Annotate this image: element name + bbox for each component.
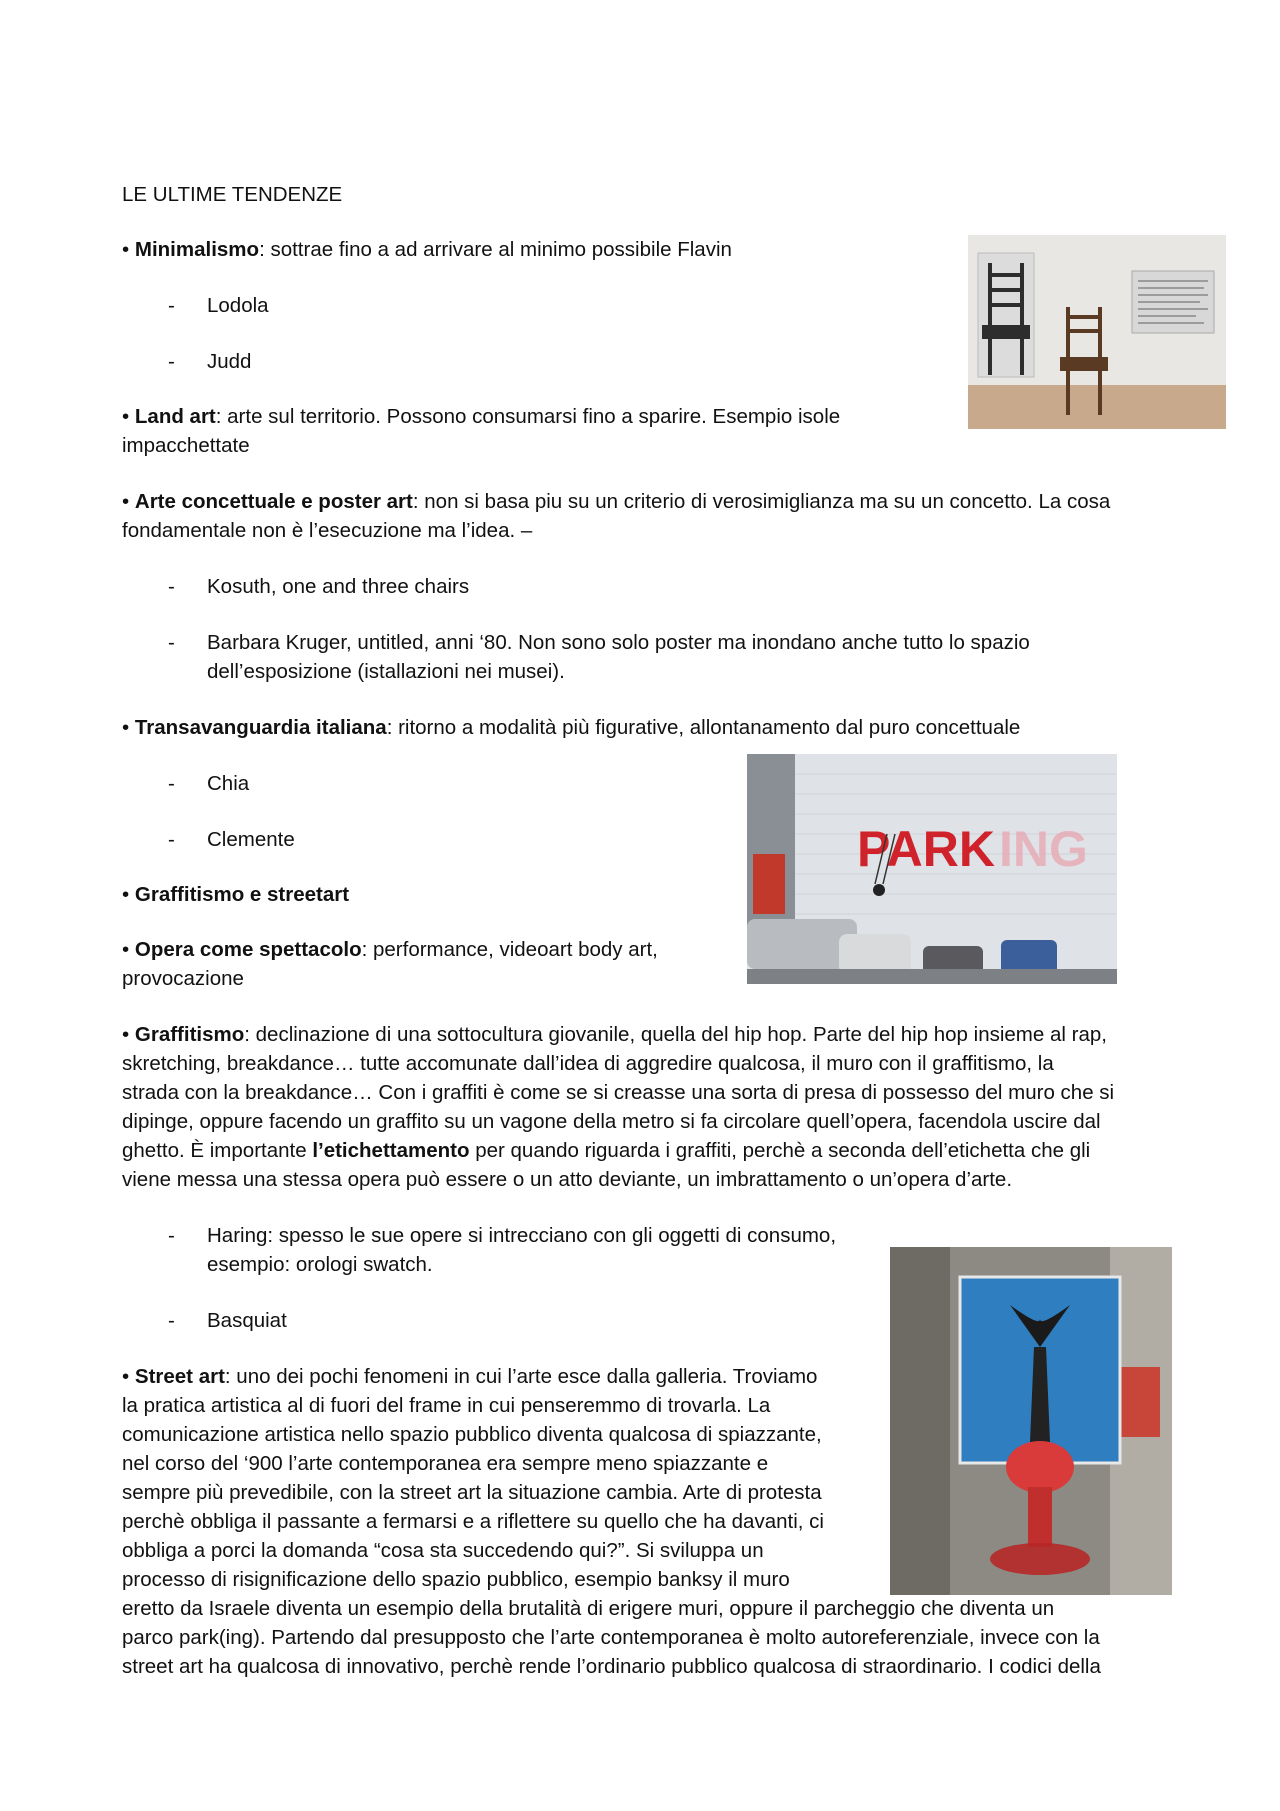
list-dash: -	[168, 294, 175, 317]
street-art-line9: eretto da Israele diventa un esempio della brutalità di erigere muri, oppure il parcheggio che diventa un	[122, 1597, 1055, 1620]
graffitismo-line2: skretching, breakdance… tutte accomunate dall’idea di aggredire qualcosa, il muro con il graffitismo, la	[122, 1052, 1054, 1075]
chairs-illustration	[968, 235, 1226, 429]
list-item-haring-line2: esempio: orologi swatch.	[207, 1253, 433, 1276]
opera-spettacolo-line1	[122, 935, 658, 964]
minimalismo-term: Minimalismo	[134, 238, 260, 261]
graffitismo-line3: strada con la breakdance… Con i graffiti è come se si creasse una sorta di presa di possesso del muro che si	[122, 1081, 1115, 1104]
list-dash: -	[168, 350, 175, 373]
graffitismo-term: Graffitismo	[134, 1023, 245, 1046]
minimalismo-text: : sottrae fino a ad arrivare al minimo possibile Flavin	[259, 238, 732, 261]
land-art-term: Land art	[134, 405, 216, 428]
bullet: •	[122, 1023, 130, 1046]
arte-concettuale-line1	[122, 487, 1110, 516]
list-item-haring-line1: Haring: spesso le sue opere si intrecciano con gli oggetti di consumo,	[207, 1224, 837, 1247]
minimalismo-paragraph	[122, 235, 732, 264]
bullet: •	[122, 883, 130, 906]
banksy-parking-image	[747, 754, 1117, 984]
street-art-text: : uno dei pochi fenomeni in cui l’arte esce dalla galleria. Troviamo	[224, 1365, 818, 1388]
list-dash: -	[168, 1224, 175, 1247]
street-art-line3: comunicazione artistica nello spazio pubblico diventa qualcosa di spiazzante,	[122, 1423, 822, 1446]
one-and-three-chairs-image	[968, 235, 1226, 429]
list-dash: -	[168, 772, 175, 795]
list-item-chia: Chia	[207, 772, 250, 795]
whale-illustration	[890, 1247, 1172, 1595]
graffitismo-line5	[122, 1136, 1090, 1165]
graffitismo-line6: viene messa una stessa opera può essere o un atto deviante, un imbrattamento o un’opera d’arte.	[122, 1168, 1013, 1191]
graffitismo-text: : declinazione di una sottocultura giovanile, quella del hip hop. Parte del hip hop insieme al rap,	[244, 1023, 1107, 1046]
arte-concettuale-text: : non si basa piu su un criterio di verosimiglianza ma su un concetto. La cosa	[412, 490, 1111, 513]
graffitismo-line5-pre: ghetto. È importante	[122, 1139, 313, 1162]
graffitismo-line4: dipinge, oppure facendo un graffito su un vagone della metro si fa circolare quell’opera, facendola uscire dal	[122, 1110, 1101, 1133]
street-art-line8: processo di risignificazione dello spazio pubblico, esempio banksy il muro	[122, 1568, 790, 1591]
street-art-line10: parco park(ing). Partendo dal presupposto che l’arte contemporanea è molto autoreferenziale, invece con la	[122, 1626, 1100, 1649]
list-dash: -	[168, 575, 175, 598]
bullet: •	[122, 716, 130, 739]
parking-word-red: PARK	[857, 821, 995, 877]
list-item-lodola: Lodola	[207, 294, 269, 317]
list-dash: -	[168, 828, 175, 851]
bullet: •	[122, 238, 130, 261]
list-item-kosuth: Kosuth, one and three chairs	[207, 575, 470, 598]
street-art-line2: la pratica artistica al di fuori del frame in cui penseremmo di trovarla. La	[122, 1394, 771, 1417]
bullet: •	[122, 405, 130, 428]
bullet: •	[122, 1365, 130, 1388]
transavanguardia-paragraph	[122, 713, 1020, 742]
street-art-term: Street art	[134, 1365, 225, 1388]
transavanguardia-text: : ritorno a modalità più figurative, allontanamento dal puro concettuale	[386, 716, 1021, 739]
parking-illustration	[747, 754, 1117, 984]
transavanguardia-term: Transavanguardia italiana	[134, 716, 387, 739]
street-art-line4: nel corso del ‘900 l’arte contemporanea era sempre meno spiazzante e	[122, 1452, 769, 1475]
whale-poster-image	[890, 1247, 1172, 1595]
opera-spettacolo-term: Opera come spettacolo	[134, 938, 362, 961]
opera-spettacolo-line2: provocazione	[122, 967, 244, 990]
list-dash: -	[168, 631, 175, 654]
land-art-line1	[122, 402, 840, 431]
arte-concettuale-term: Arte concettuale e poster art	[134, 490, 413, 513]
page-title: LE ULTIME TENDENZE	[122, 183, 343, 206]
list-item-clemente: Clemente	[207, 828, 295, 851]
street-art-line6: perchè obbliga il passante a fermarsi e a riflettere su quello che ha davanti, ci	[122, 1510, 824, 1533]
etichettamento-term: l’etichettamento	[312, 1139, 470, 1162]
list-item-kruger-line1: Barbara Kruger, untitled, anni ‘80. Non sono solo poster ma inondano anche tutto lo spazio	[207, 631, 1030, 654]
street-art-line11: street art ha qualcosa di innovativo, perchè rende l’ordinario pubblico qualcosa di straordinario. I codici della	[122, 1655, 1101, 1678]
graffitismo-streetart-heading	[122, 880, 349, 909]
street-art-line7: obbliga a porci la domanda “cosa sta succedendo qui?”. Si sviluppa un	[122, 1539, 764, 1562]
arte-concettuale-line2: fondamentale non è l’esecuzione ma l’idea. –	[122, 519, 533, 542]
list-dash: -	[168, 1309, 175, 1332]
street-art-line5: sempre più prevedibile, con la street art la situazione cambia. Arte di protesta	[122, 1481, 822, 1504]
bullet: •	[122, 938, 130, 961]
graffitismo-line5-post: per quando riguarda i graffiti, perchè a seconda dell’etichetta che gli	[469, 1139, 1091, 1162]
parking-word-faded: ING	[999, 821, 1088, 877]
list-item-kruger-line2: dell’esposizione (istallazioni nei musei).	[207, 660, 565, 683]
land-art-text: : arte sul territorio. Possono consumarsi fino a sparire. Esempio isole	[215, 405, 841, 428]
list-item-basquiat: Basquiat	[207, 1309, 287, 1332]
list-item-judd: Judd	[207, 350, 252, 373]
graffitismo-line1	[122, 1020, 1107, 1049]
street-art-line1	[122, 1362, 817, 1391]
land-art-line2: impacchettate	[122, 434, 250, 457]
bullet: •	[122, 490, 130, 513]
graffitismo-streetart-term: Graffitismo e streetart	[134, 883, 350, 906]
opera-spettacolo-text: : performance, videoart body art,	[361, 938, 658, 961]
